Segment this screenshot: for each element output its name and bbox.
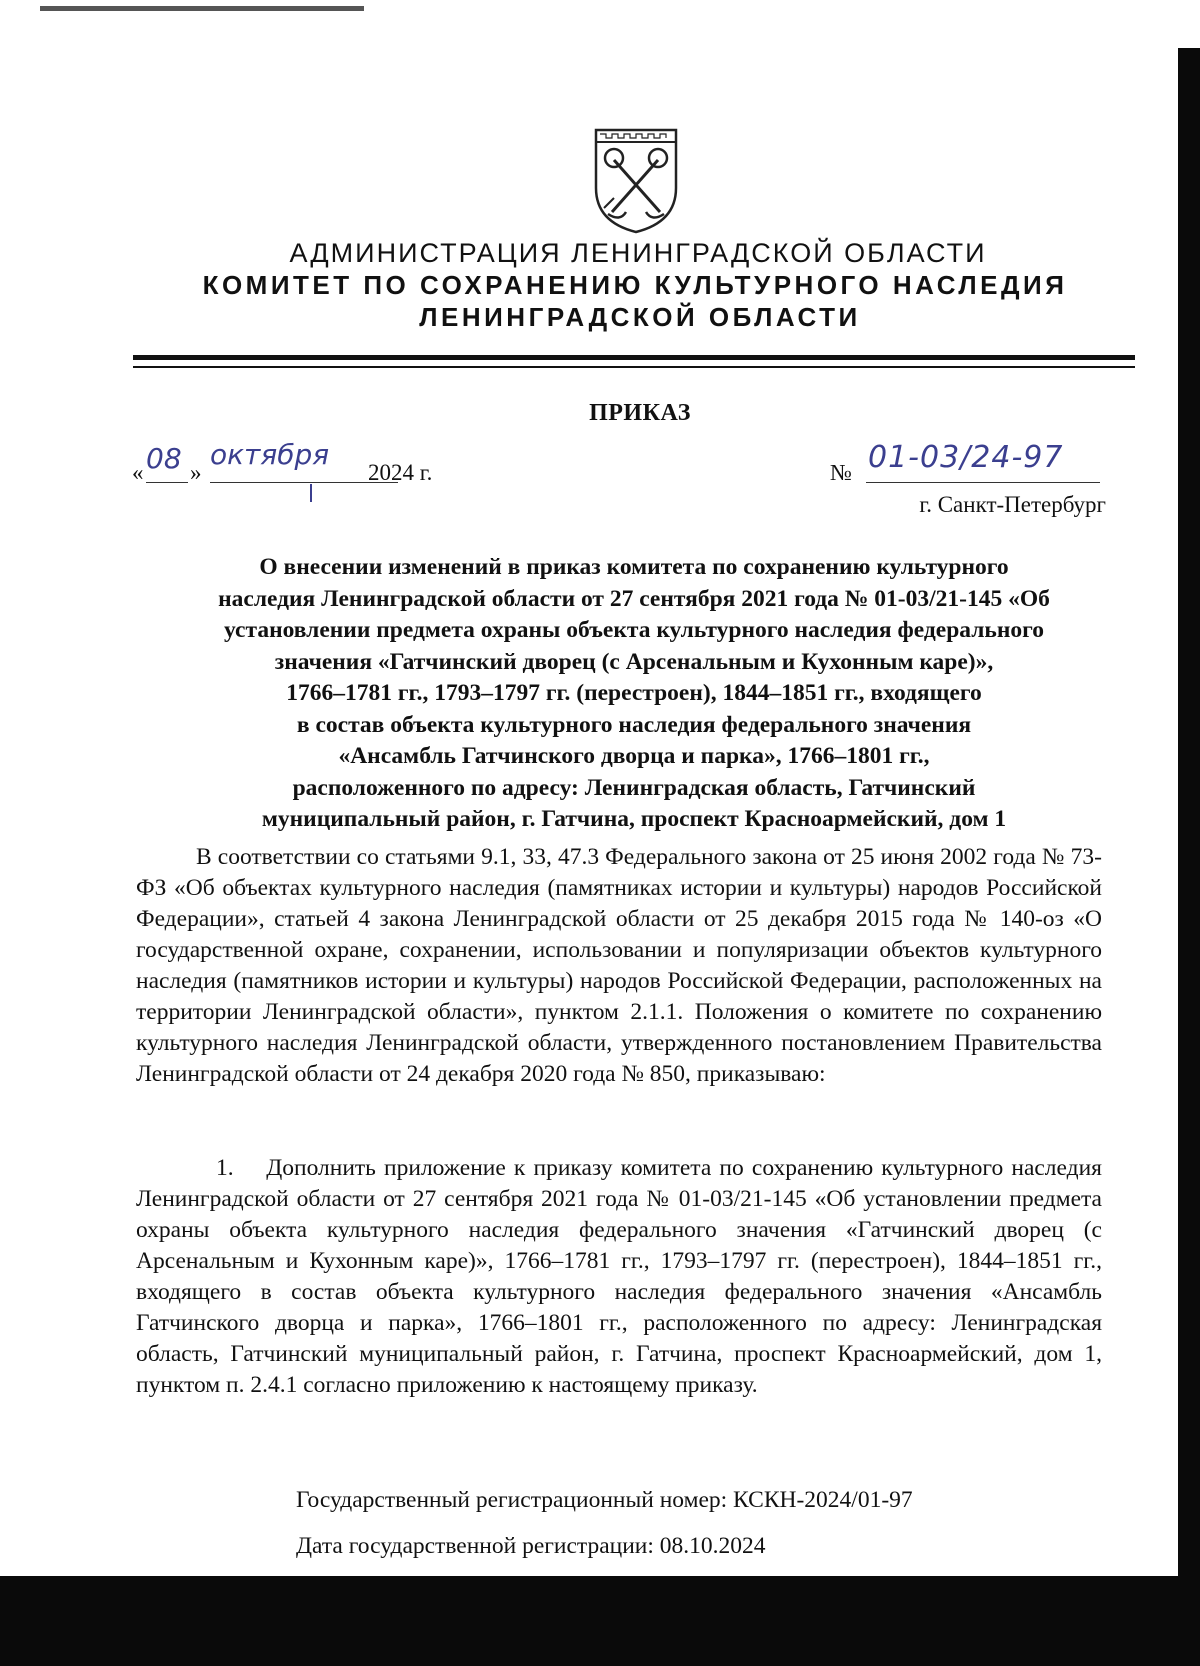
registration-date: Дата государственной регистрации: 08.10.2024: [296, 1533, 766, 1559]
ink-stroke: [310, 484, 312, 502]
title-line: 1766–1781 гг., 1793–1797 гг. (перестроен), 1844–1851 гг., входящего: [286, 680, 982, 706]
registration-number: Государственный регистрационный номер: КСКН-2024/01-97: [296, 1487, 913, 1513]
coat-of-arms-icon: [590, 126, 682, 236]
item-1-paragraph: [136, 1153, 1102, 1401]
title-line: О внесении изменений в приказ комитета по сохранению культурного: [259, 554, 1009, 580]
title-line: установлении предмета охраны объекта культурного наследия федерального: [224, 617, 1044, 643]
date-close-quote: »: [190, 460, 202, 485]
number-handwritten: 01-03/24-97: [868, 440, 1064, 475]
number-underline: [866, 482, 1100, 483]
item-1-text: Дополнить приложение к приказу комитета по сохранению культурного наследия Ленинградской области от 27 сентября 2021 года № 01-03/21-145 «Об установлении предмета охраны объекта культурного наследия федерального значения «Гатчинский дворец (с Арсенальным и Кухонным каре)», 1766–1781 гг., 1793–1797 гг. (перестроен), 1844–1851 гг., входящего в состав объекта культурного наследия федерального значения «Ансамбль Гатчинского дворца и парка», 1766–1801 гг., расположенного по адресу: Ленинградская область, Гатчинский муниципальный район, г. Гатчина, проспект Красноармейский, дом 1, пунктом п. 2.4.1 согласно приложению к настоящему приказу.: [136, 1155, 1102, 1398]
document-title: [150, 552, 1118, 836]
document-city: г. Санкт-Петербург: [919, 492, 1106, 517]
document-number: [830, 440, 1110, 492]
item-1-number: 1.: [216, 1155, 234, 1181]
preamble-paragraph: [136, 842, 1102, 1090]
scan-edge-bottom: [0, 1576, 1200, 1666]
scan-edge-top: [40, 6, 1120, 11]
committee-name-line2: ЛЕНИНГРАДСКОЙ ОБЛАСТИ: [419, 302, 861, 332]
preamble-text: В соответствии со статьями 9.1, 33, 47.3 Федерального закона от 25 июня 2002 года № 73-ФЗ «Об объектах культурного наследия (памятниках истории и культуры) народов Российской Федерации», статьей 4 закона Ленинградской области от 25 декабря 2015 года № 140-оз «О государственной охране, сохранении, использовании и популяризации объектов культурного наследия (памятников истории и культуры) народов Российской Федерации, расположенных на территории Ленинградской области», пунктом 2.1.1. Положения о комитете по сохранению культурного наследия Ленинградской области, утвержденного постановлением Правительства Ленинградской области от 24 декабря 2020 года № 850, приказываю:: [136, 844, 1102, 1087]
date-day-underline: [146, 482, 188, 483]
title-line: «Ансамбль Гатчинского дворца и парка», 1766–1801 гг.,: [338, 743, 930, 769]
title-line: муниципальный район, г. Гатчина, проспект Красноармейский, дом 1: [261, 806, 1007, 832]
header-divider-thick: [133, 355, 1135, 360]
number-sign: №: [830, 460, 852, 485]
date-open-quote: «: [132, 460, 144, 485]
date-year: 2024 г.: [368, 460, 433, 485]
title-line: наследия Ленинградской области от 27 сентября 2021 года № 01-03/21-145 «Об: [218, 585, 1050, 612]
document-type: ПРИКАЗ: [589, 400, 691, 426]
administration-name: АДМИНИСТРАЦИЯ ЛЕНИНГРАДСКОЙ ОБЛАСТИ: [289, 238, 987, 268]
scan-edge-right: [1178, 48, 1200, 1666]
date-day-handwritten: 08: [146, 442, 182, 475]
title-line: расположенного по адресу: Ленинградская область, Гатчинский: [292, 774, 976, 801]
header-divider-thin: [133, 366, 1135, 368]
title-line: в состав объекта культурного наследия федерального значения: [296, 711, 972, 738]
committee-name-line1: КОМИТЕТ ПО СОХРАНЕНИЮ КУЛЬТУРНОГО НАСЛЕДИЯ: [202, 270, 1068, 300]
title-line: значения «Гатчинский дворец (с Арсенальным и Кухонным каре)»,: [274, 648, 994, 675]
document-date: [132, 438, 462, 492]
date-month-handwritten: октября: [210, 438, 330, 471]
